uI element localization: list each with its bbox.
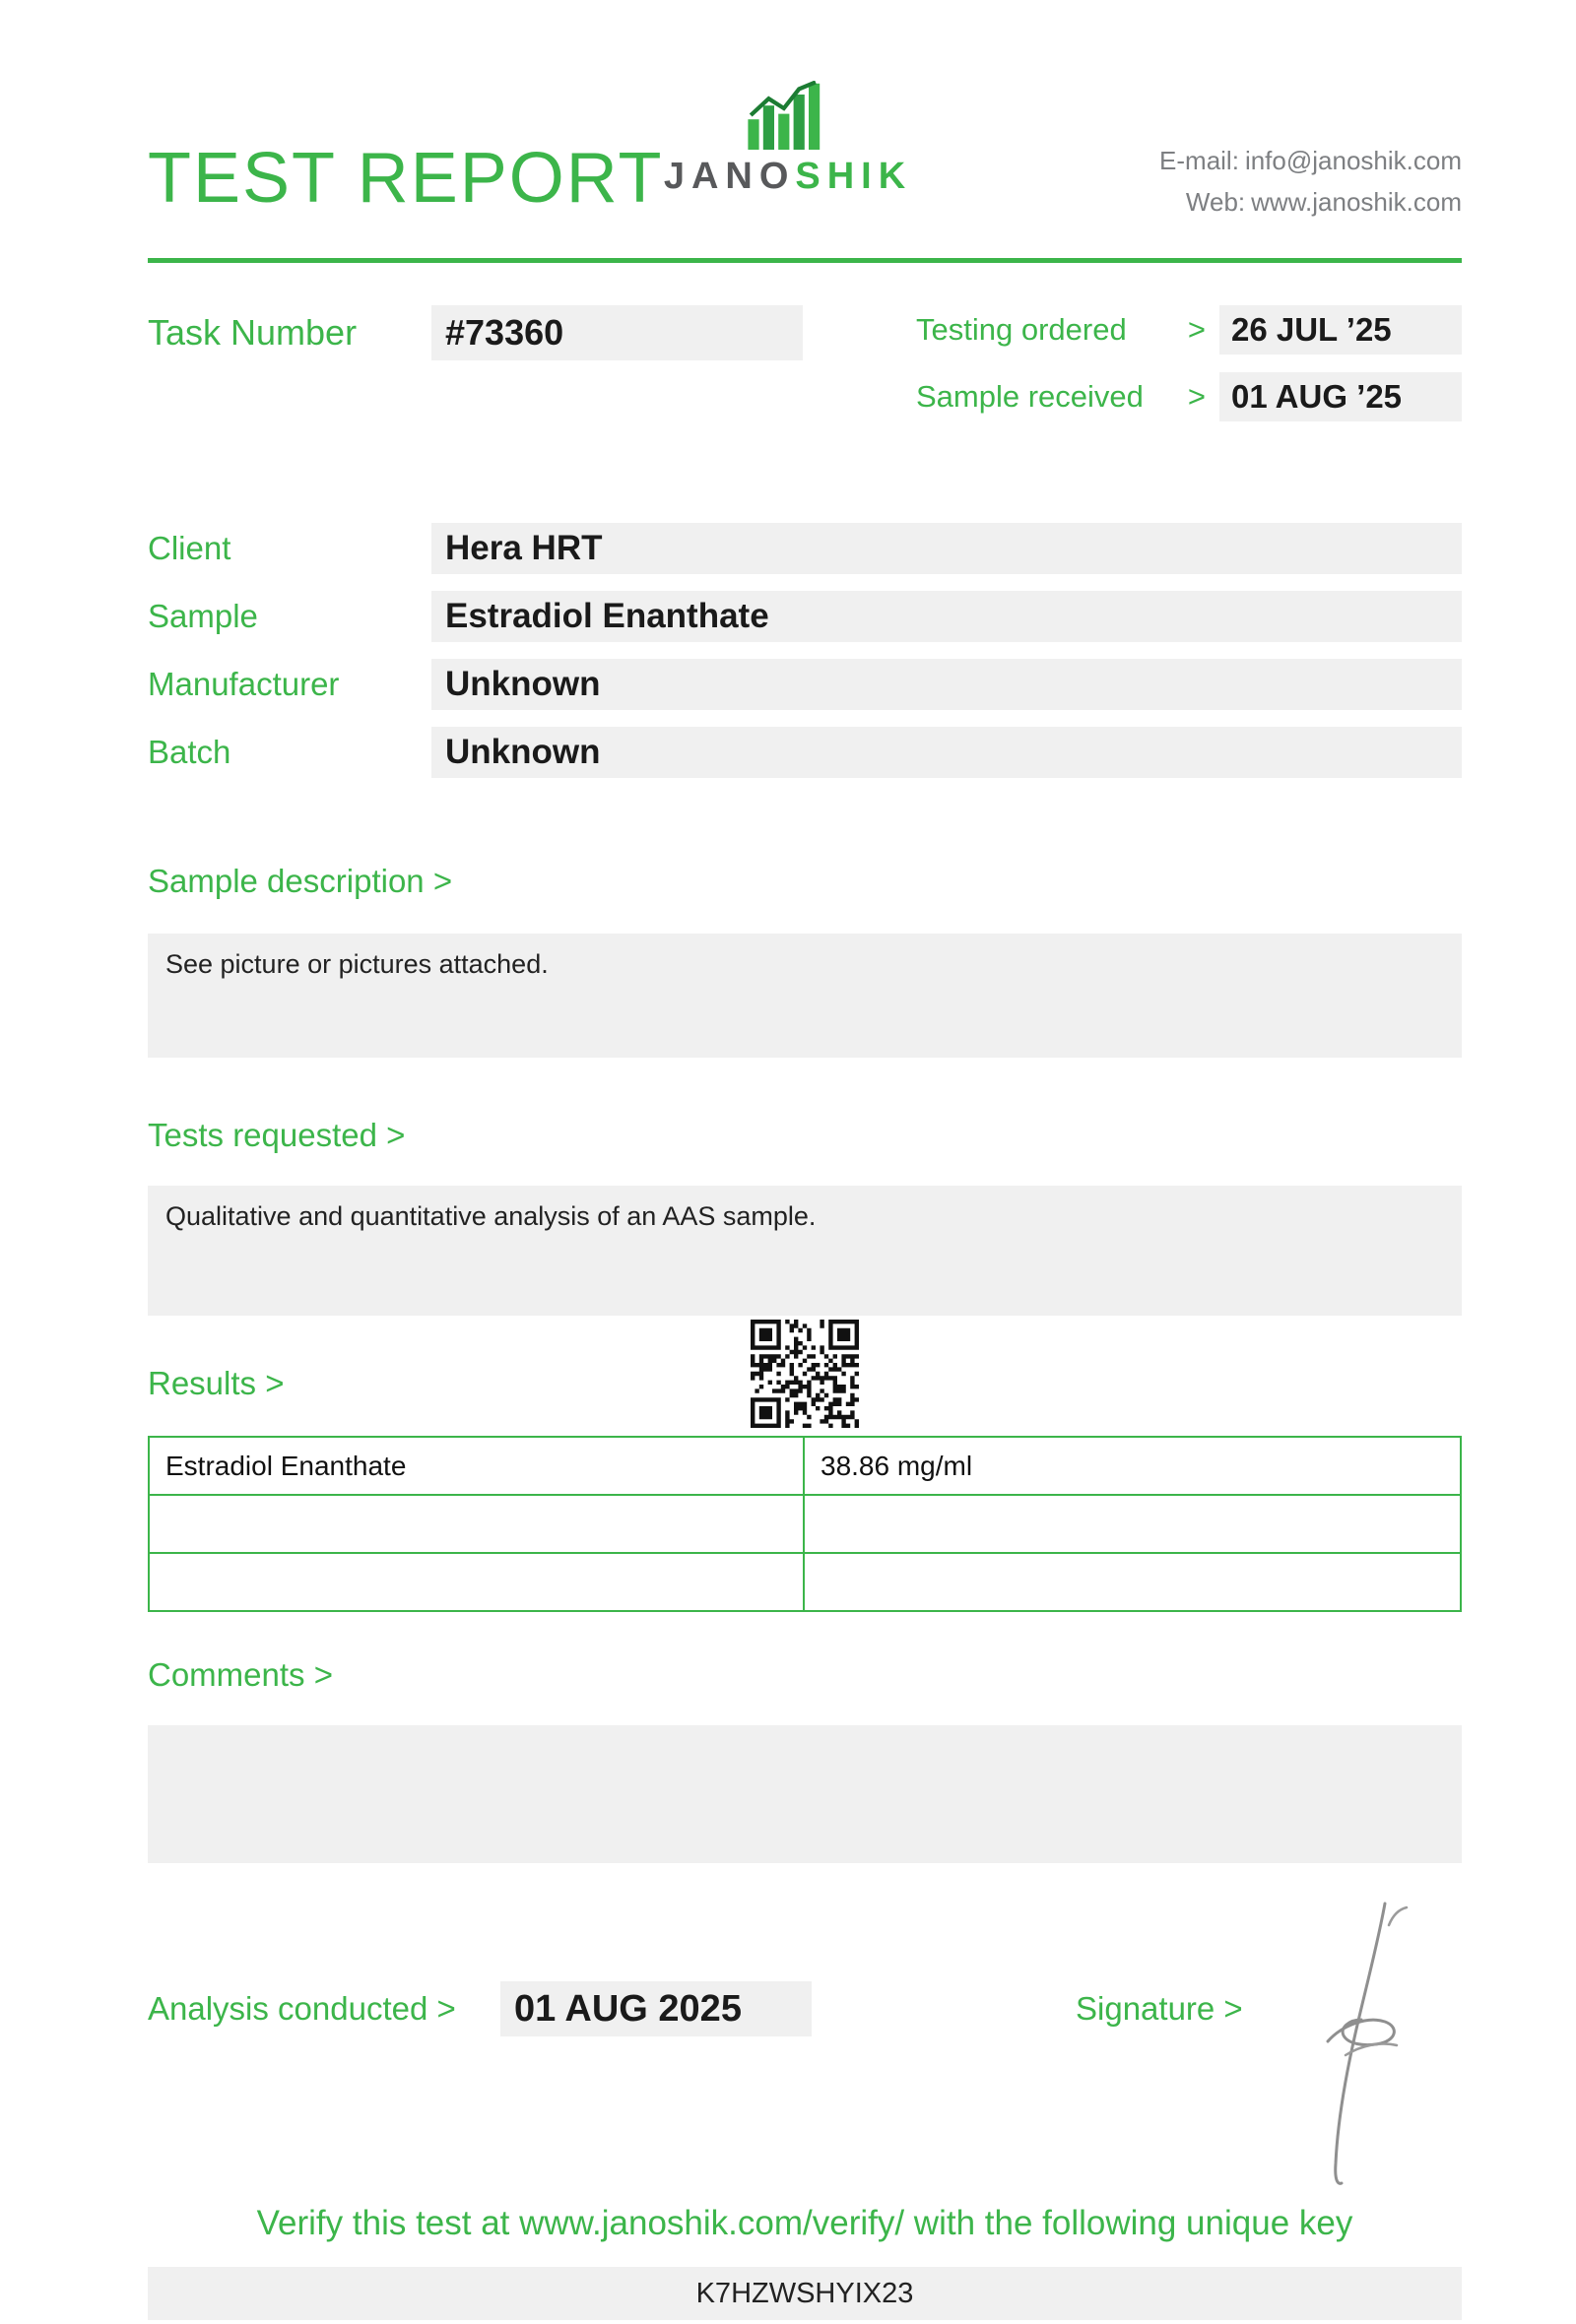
logo-text-shik: SHIK <box>795 156 913 197</box>
results-heading: Results > <box>148 1365 285 1401</box>
sample-details <box>148 523 1462 795</box>
web-value: www.janoshik.com <box>1251 187 1462 217</box>
qr-code <box>751 1320 859 1428</box>
bar-chart-logo-icon <box>743 81 833 150</box>
testing-ordered-value: 26 JUL ’25 <box>1219 305 1462 355</box>
sample-description-heading: Sample description > <box>148 863 453 899</box>
qr-code-image <box>751 1320 859 1428</box>
email-value: info@janoshik.com <box>1244 146 1462 175</box>
email-line <box>1153 140 1462 181</box>
analysis-conducted-label: Analysis conducted > <box>148 1990 456 2027</box>
comments-heading: Comments > <box>148 1656 333 1693</box>
result-value-cell: 38.86 mg/ml <box>804 1437 1461 1495</box>
verify-instruction: Verify this test at www.janoshik.com/verify/ with the following unique key <box>256 2204 1353 2242</box>
arrow-icon: > <box>1187 379 1206 414</box>
detail-row-batch <box>148 727 1462 778</box>
signature-label: Signature > <box>1076 1990 1243 2027</box>
tests-requested-text: Qualitative and quantitative analysis of an AAS sample. <box>165 1201 817 1231</box>
comments-text <box>148 1725 1462 1741</box>
sample-description-text: See picture or pictures attached. <box>165 949 549 979</box>
manufacturer-value: Unknown <box>431 659 1462 710</box>
result-value-cell <box>804 1553 1461 1611</box>
results-row <box>149 1437 1461 1495</box>
email-label: E-mail: <box>1159 146 1239 175</box>
sample-received-value: 01 AUG ’25 <box>1219 372 1462 421</box>
batch-value: Unknown <box>431 727 1462 778</box>
signature-image <box>1290 1896 1438 2191</box>
testing-ordered-row <box>916 305 1462 355</box>
client-value: Hera HRT <box>431 523 1462 574</box>
task-number-value: #73360 <box>431 305 803 360</box>
tests-requested-heading: Tests requested > <box>148 1117 406 1153</box>
detail-row-sample <box>148 591 1462 642</box>
task-number-label: Task Number <box>148 312 358 353</box>
testing-ordered-label: Testing ordered <box>916 312 1127 347</box>
results-table <box>148 1436 1462 1612</box>
sample-received-row <box>916 372 1462 421</box>
janoshik-logo <box>621 81 955 198</box>
batch-label: Batch <box>148 734 231 770</box>
detail-row-manufacturer <box>148 659 1462 710</box>
substance-cell: Estradiol Enanthate <box>149 1437 804 1495</box>
manufacturer-label: Manufacturer <box>148 666 340 702</box>
sample-description-box <box>148 934 1462 1058</box>
web-label: Web: <box>1185 187 1246 217</box>
web-line <box>1153 181 1462 223</box>
unique-key-value: K7HZWSHYIX23 <box>148 2267 1462 2320</box>
logo-text-jano: JANO <box>663 156 796 197</box>
comments-box <box>148 1725 1462 1863</box>
report-title: TEST REPORT <box>148 139 664 218</box>
tests-requested-box <box>148 1186 1462 1316</box>
substance-cell <box>149 1553 804 1611</box>
logo-wordmark <box>621 156 955 198</box>
substance-cell <box>149 1495 804 1553</box>
arrow-icon: > <box>1187 312 1206 347</box>
analysis-date-value: 01 AUG 2025 <box>500 1981 812 2036</box>
header-divider <box>148 258 1462 263</box>
sample-label: Sample <box>148 598 258 634</box>
results-row <box>149 1495 1461 1553</box>
result-value-cell <box>804 1495 1461 1553</box>
sample-value: Estradiol Enanthate <box>431 591 1462 642</box>
results-row <box>149 1553 1461 1611</box>
contact-info <box>1153 140 1462 223</box>
detail-row-client <box>148 523 1462 574</box>
sample-received-label: Sample received <box>916 379 1144 414</box>
client-label: Client <box>148 530 231 566</box>
